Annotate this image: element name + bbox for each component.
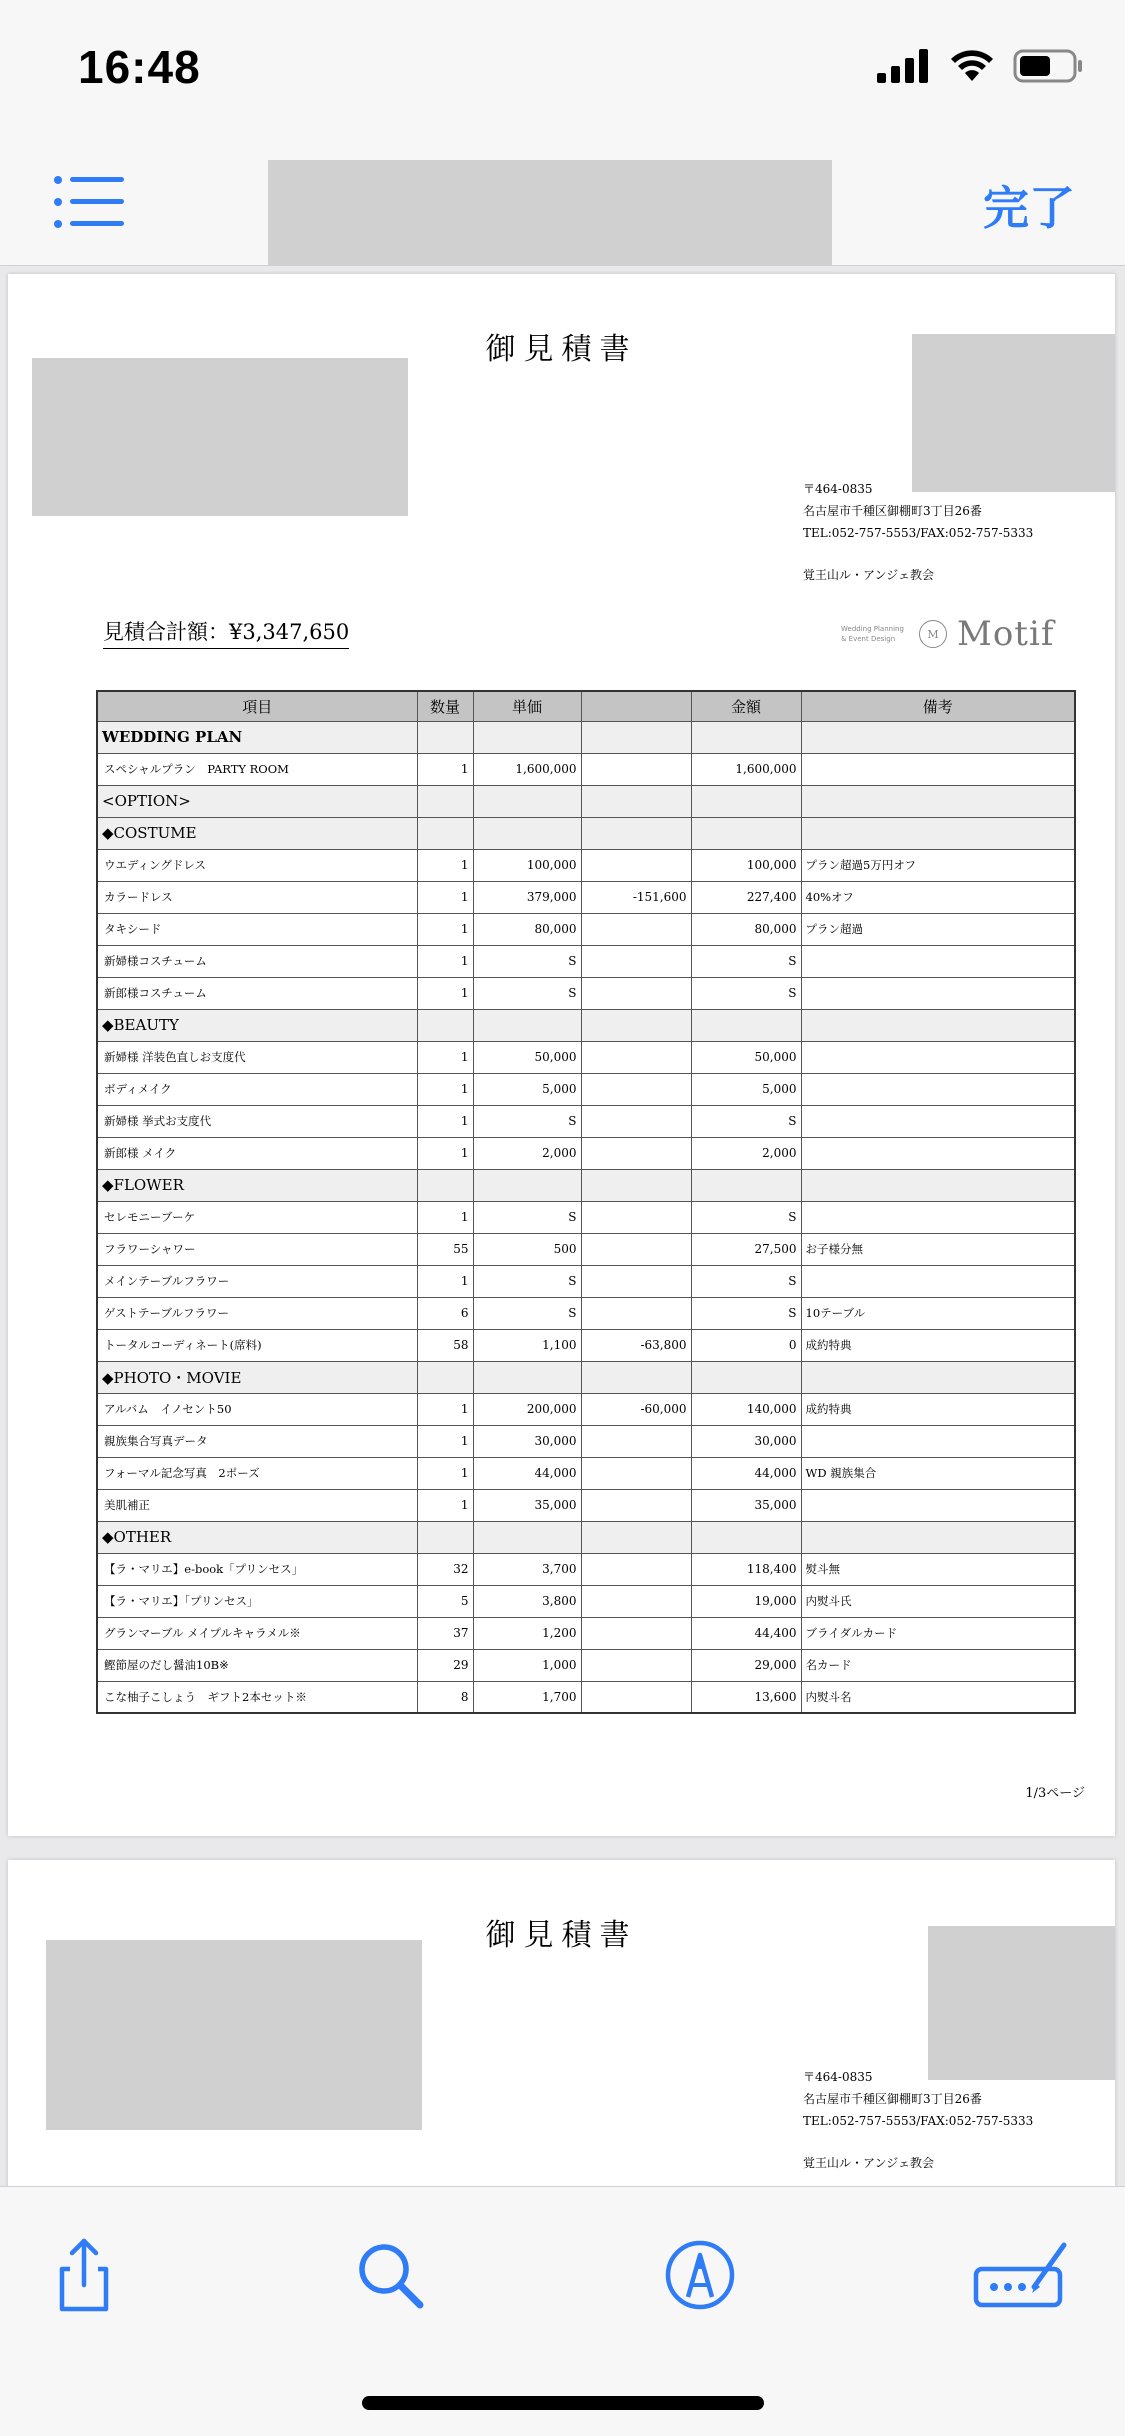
table-row: [97, 1457, 1075, 1489]
item-unit-price: 100,000: [473, 849, 581, 881]
venue-name: 覚王山ル・アンジェ教会: [803, 2156, 934, 2170]
table-row: [97, 1393, 1075, 1425]
item-note: 熨斗無: [801, 1553, 1075, 1585]
item-unit-price: S: [473, 1201, 581, 1233]
motif-logo: [841, 614, 1054, 654]
item-amount: S: [691, 977, 801, 1009]
item-discount: [581, 1137, 691, 1169]
table-header-row: [97, 691, 1075, 721]
item-name: セレモニーブーケ: [97, 1201, 417, 1233]
empty-cell: [801, 1521, 1075, 1553]
empty-cell: [417, 721, 473, 753]
item-amount: 27,500: [691, 1233, 801, 1265]
street-address: 名古屋市千種区御棚町3丁目26番: [803, 504, 982, 518]
column-header: 単価: [473, 691, 581, 721]
item-amount: 0: [691, 1329, 801, 1361]
table-row: [97, 1425, 1075, 1457]
postal-code: 〒464-0835: [803, 482, 873, 496]
section-label: ◆COSTUME: [97, 817, 417, 849]
item-quantity: 1: [417, 1393, 473, 1425]
item-note: [801, 1105, 1075, 1137]
item-amount: S: [691, 1201, 801, 1233]
item-name: メインテーブルフラワー: [97, 1265, 417, 1297]
item-amount: 118,400: [691, 1553, 801, 1585]
signature-icon[interactable]: [972, 2235, 1072, 2315]
redacted-stamp: [912, 334, 1115, 492]
column-header: 金額: [691, 691, 801, 721]
section-label: WEDDING PLAN: [97, 721, 417, 753]
item-note: [801, 1041, 1075, 1073]
estimate-table: [96, 690, 1076, 1714]
item-amount: S: [691, 945, 801, 977]
item-quantity: 29: [417, 1649, 473, 1681]
document-page-2: [8, 1860, 1115, 2186]
logo-wordmark: Motif: [957, 614, 1055, 654]
column-header: 数量: [417, 691, 473, 721]
table-row: [97, 1617, 1075, 1649]
empty-cell: [801, 817, 1075, 849]
item-quantity: 37: [417, 1617, 473, 1649]
item-unit-price: 3,800: [473, 1585, 581, 1617]
item-unit-price: 5,000: [473, 1073, 581, 1105]
table-section-row: [97, 817, 1075, 849]
item-note: [801, 1489, 1075, 1521]
item-quantity: 1: [417, 977, 473, 1009]
item-note: 内熨斗名: [801, 1681, 1075, 1713]
empty-cell: [801, 1169, 1075, 1201]
item-name: 新郎様コスチューム: [97, 977, 417, 1009]
item-note: 成約特典: [801, 1329, 1075, 1361]
item-amount: 140,000: [691, 1393, 801, 1425]
column-header: 備考: [801, 691, 1075, 721]
item-note: 名カード: [801, 1649, 1075, 1681]
item-note: [801, 1137, 1075, 1169]
company-address: [803, 478, 1033, 586]
document-title: 御見積書: [485, 1918, 638, 1953]
item-unit-price: S: [473, 1105, 581, 1137]
item-discount: [581, 977, 691, 1009]
item-note: [801, 1073, 1075, 1105]
table-row: [97, 945, 1075, 977]
column-header: 項目: [97, 691, 417, 721]
item-quantity: 1: [417, 1105, 473, 1137]
empty-cell: [801, 721, 1075, 753]
empty-cell: [801, 1009, 1075, 1041]
item-name: ゲストテーブルフラワー: [97, 1297, 417, 1329]
item-discount: -60,000: [581, 1393, 691, 1425]
redacted-title: [268, 160, 832, 276]
item-note: [801, 977, 1075, 1009]
item-discount: [581, 1649, 691, 1681]
share-icon[interactable]: [44, 2235, 124, 2315]
item-note: ブライダルカード: [801, 1617, 1075, 1649]
item-quantity: 32: [417, 1553, 473, 1585]
item-note: [801, 753, 1075, 785]
table-row: [97, 1329, 1075, 1361]
postal-code: 〒464-0835: [803, 2070, 873, 2084]
table-row: [97, 1489, 1075, 1521]
item-quantity: 1: [417, 913, 473, 945]
item-name: 新郎様 メイク: [97, 1137, 417, 1169]
page-number: 1/3ページ: [1025, 1786, 1085, 1801]
item-unit-price: 379,000: [473, 881, 581, 913]
item-discount: [581, 1489, 691, 1521]
empty-cell: [473, 1169, 581, 1201]
empty-cell: [581, 785, 691, 817]
empty-cell: [473, 1009, 581, 1041]
table-row: [97, 1681, 1075, 1713]
item-discount: [581, 1233, 691, 1265]
item-quantity: 1: [417, 1073, 473, 1105]
section-label: ◆BEAUTY: [97, 1009, 417, 1041]
item-quantity: 1: [417, 1137, 473, 1169]
item-note: 内熨斗氏: [801, 1585, 1075, 1617]
item-discount: [581, 945, 691, 977]
table-section-row: [97, 721, 1075, 753]
empty-cell: [417, 785, 473, 817]
item-note: [801, 1265, 1075, 1297]
empty-cell: [691, 721, 801, 753]
item-discount: [581, 849, 691, 881]
item-quantity: 1: [417, 1201, 473, 1233]
item-amount: S: [691, 1265, 801, 1297]
item-amount: 100,000: [691, 849, 801, 881]
section-label: <OPTION>: [97, 785, 417, 817]
table-row: [97, 1041, 1075, 1073]
item-amount: 5,000: [691, 1073, 801, 1105]
item-discount: [581, 1585, 691, 1617]
empty-cell: [581, 1169, 691, 1201]
table-section-row: [97, 1521, 1075, 1553]
empty-cell: [691, 1361, 801, 1393]
document-title: 御見積書: [485, 332, 638, 367]
table-row: [97, 849, 1075, 881]
redacted-client-name: [32, 358, 408, 516]
item-amount: 35,000: [691, 1489, 801, 1521]
item-quantity: 1: [417, 1425, 473, 1457]
item-unit-price: 200,000: [473, 1393, 581, 1425]
table-row: [97, 1649, 1075, 1681]
item-quantity: 1: [417, 1041, 473, 1073]
item-amount: 44,400: [691, 1617, 801, 1649]
table-section-row: [97, 1009, 1075, 1041]
table-row: [97, 977, 1075, 1009]
item-unit-price: 30,000: [473, 1425, 581, 1457]
table-row: [97, 1553, 1075, 1585]
item-discount: [581, 1457, 691, 1489]
item-note: 成約特典: [801, 1393, 1075, 1425]
item-unit-price: 1,200: [473, 1617, 581, 1649]
empty-cell: [417, 1361, 473, 1393]
item-unit-price: 1,700: [473, 1681, 581, 1713]
phone-fax: TEL:052-757-5553/FAX:052-757-5333: [803, 526, 1034, 540]
done-button[interactable]: 完了: [983, 182, 1075, 234]
section-label: ◆FLOWER: [97, 1169, 417, 1201]
table-row: [97, 913, 1075, 945]
item-discount: [581, 1617, 691, 1649]
item-quantity: 5: [417, 1585, 473, 1617]
item-unit-price: S: [473, 1297, 581, 1329]
phone-fax: TEL:052-757-5553/FAX:052-757-5333: [803, 2114, 1034, 2128]
item-discount: [581, 1073, 691, 1105]
item-unit-price: 2,000: [473, 1137, 581, 1169]
empty-cell: [473, 817, 581, 849]
item-name: ウエディングドレス: [97, 849, 417, 881]
item-quantity: 1: [417, 753, 473, 785]
item-amount: 2,000: [691, 1137, 801, 1169]
empty-cell: [581, 1521, 691, 1553]
empty-cell: [581, 1361, 691, 1393]
item-name: フォーマル記念写真 2ポーズ: [97, 1457, 417, 1489]
item-quantity: 1: [417, 1265, 473, 1297]
item-unit-price: 1,600,000: [473, 753, 581, 785]
navigation-bar: [0, 140, 1125, 266]
empty-cell: [801, 1361, 1075, 1393]
item-name: 【ラ・マリエ】e-book「プリンセス」: [97, 1553, 417, 1585]
empty-cell: [581, 1009, 691, 1041]
redacted-client-name: [46, 1940, 422, 2130]
table-row: [97, 1265, 1075, 1297]
empty-cell: [417, 1169, 473, 1201]
item-name: ボディメイク: [97, 1073, 417, 1105]
empty-cell: [691, 1169, 801, 1201]
item-name: 親族集合写真データ: [97, 1425, 417, 1457]
empty-cell: [473, 721, 581, 753]
table-row: [97, 1137, 1075, 1169]
item-quantity: 1: [417, 1457, 473, 1489]
empty-cell: [581, 817, 691, 849]
empty-cell: [691, 1521, 801, 1553]
section-label: ◆PHOTO・MOVIE: [97, 1361, 417, 1393]
item-unit-price: S: [473, 1265, 581, 1297]
table-section-row: [97, 1169, 1075, 1201]
wifi-icon: [949, 49, 995, 88]
item-discount: [581, 1553, 691, 1585]
item-amount: 1,600,000: [691, 753, 801, 785]
item-note: 40%オフ: [801, 881, 1075, 913]
item-name: こな柚子こしょう ギフト2本セット※: [97, 1681, 417, 1713]
item-name: スペシャルプラン PARTY ROOM: [97, 753, 417, 785]
item-quantity: 58: [417, 1329, 473, 1361]
item-quantity: 1: [417, 881, 473, 913]
estimate-total: 見積合計額：¥3,347,650: [103, 616, 349, 649]
status-time: 16:48: [78, 41, 201, 93]
home-indicator[interactable]: [362, 2396, 764, 2410]
item-discount: [581, 1681, 691, 1713]
item-name: フラワーシャワー: [97, 1233, 417, 1265]
item-discount: [581, 913, 691, 945]
empty-cell: [473, 1361, 581, 1393]
status-icons: [877, 48, 1085, 88]
item-name: 新婦様 洋装色直しお支度代: [97, 1041, 417, 1073]
table-row: [97, 1297, 1075, 1329]
item-note: プラン超過: [801, 913, 1075, 945]
section-label: ◆OTHER: [97, 1521, 417, 1553]
item-name: トータルコーディネート(席料): [97, 1329, 417, 1361]
item-quantity: 6: [417, 1297, 473, 1329]
item-name: 美肌補正: [97, 1489, 417, 1521]
item-name: カラードレス: [97, 881, 417, 913]
table-row: [97, 881, 1075, 913]
item-name: アルバム イノセント50: [97, 1393, 417, 1425]
item-name: 鰹節屋のだし醤油10B※: [97, 1649, 417, 1681]
item-note: お子様分無: [801, 1233, 1075, 1265]
empty-cell: [473, 785, 581, 817]
item-quantity: 1: [417, 1489, 473, 1521]
item-unit-price: 1,100: [473, 1329, 581, 1361]
item-amount: S: [691, 1297, 801, 1329]
item-quantity: 1: [417, 945, 473, 977]
item-amount: S: [691, 1105, 801, 1137]
battery-icon: [1013, 48, 1085, 89]
item-name: グランマーブル メイプルキャラメル※: [97, 1617, 417, 1649]
search-icon[interactable]: [350, 2235, 430, 2315]
table-row: [97, 1105, 1075, 1137]
item-discount: -63,800: [581, 1329, 691, 1361]
list-icon[interactable]: [52, 172, 126, 232]
item-unit-price: 44,000: [473, 1457, 581, 1489]
item-name: タキシード: [97, 913, 417, 945]
item-amount: 50,000: [691, 1041, 801, 1073]
markup-pen-icon[interactable]: [660, 2235, 740, 2315]
item-unit-price: 80,000: [473, 913, 581, 945]
item-note: WD 親族集合: [801, 1457, 1075, 1489]
table-section-row: [97, 785, 1075, 817]
item-discount: [581, 1041, 691, 1073]
item-amount: 80,000: [691, 913, 801, 945]
item-unit-price: 500: [473, 1233, 581, 1265]
table-row: [97, 1073, 1075, 1105]
empty-cell: [581, 721, 691, 753]
item-unit-price: S: [473, 945, 581, 977]
empty-cell: [691, 817, 801, 849]
empty-cell: [417, 1009, 473, 1041]
redacted-stamp: [928, 1926, 1115, 2080]
item-amount: 13,600: [691, 1681, 801, 1713]
document-viewer[interactable]: [0, 266, 1125, 2186]
empty-cell: [417, 817, 473, 849]
table-section-row: [97, 1361, 1075, 1393]
item-amount: 30,000: [691, 1425, 801, 1457]
item-note: [801, 945, 1075, 977]
item-unit-price: 1,000: [473, 1649, 581, 1681]
item-discount: [581, 753, 691, 785]
item-quantity: 1: [417, 849, 473, 881]
item-name: 新婦様 挙式お支度代: [97, 1105, 417, 1137]
logo-mark: M: [919, 620, 947, 648]
status-bar: [0, 0, 1125, 140]
table-row: [97, 1201, 1075, 1233]
item-name: 新婦様コスチューム: [97, 945, 417, 977]
item-amount: 227,400: [691, 881, 801, 913]
empty-cell: [417, 1521, 473, 1553]
company-address: [803, 2066, 1033, 2174]
document-page-1: [8, 274, 1115, 1836]
empty-cell: [473, 1521, 581, 1553]
item-amount: 19,000: [691, 1585, 801, 1617]
item-unit-price: S: [473, 977, 581, 1009]
empty-cell: [691, 1009, 801, 1041]
item-discount: [581, 1297, 691, 1329]
item-note: 10テーブル: [801, 1297, 1075, 1329]
item-amount: 44,000: [691, 1457, 801, 1489]
item-discount: [581, 1265, 691, 1297]
item-unit-price: 50,000: [473, 1041, 581, 1073]
street-address: 名古屋市千種区御棚町3丁目26番: [803, 2092, 982, 2106]
item-unit-price: 35,000: [473, 1489, 581, 1521]
item-discount: [581, 1105, 691, 1137]
cellular-signal-icon: [877, 49, 931, 88]
venue-name: 覚王山ル・アンジェ教会: [803, 568, 934, 582]
table-row: [97, 1585, 1075, 1617]
column-header: [581, 691, 691, 721]
item-quantity: 8: [417, 1681, 473, 1713]
logo-tagline: Wedding Planning & Event Design: [841, 625, 904, 643]
item-amount: 29,000: [691, 1649, 801, 1681]
table-row: [97, 753, 1075, 785]
item-discount: -151,600: [581, 881, 691, 913]
item-quantity: 55: [417, 1233, 473, 1265]
empty-cell: [691, 785, 801, 817]
item-note: [801, 1201, 1075, 1233]
item-unit-price: 3,700: [473, 1553, 581, 1585]
item-discount: [581, 1425, 691, 1457]
table-row: [97, 1233, 1075, 1265]
item-name: 【ラ・マリエ】「プリンセス」: [97, 1585, 417, 1617]
item-note: プラン超過5万円オフ: [801, 849, 1075, 881]
empty-cell: [801, 785, 1075, 817]
item-note: [801, 1425, 1075, 1457]
item-discount: [581, 1201, 691, 1233]
